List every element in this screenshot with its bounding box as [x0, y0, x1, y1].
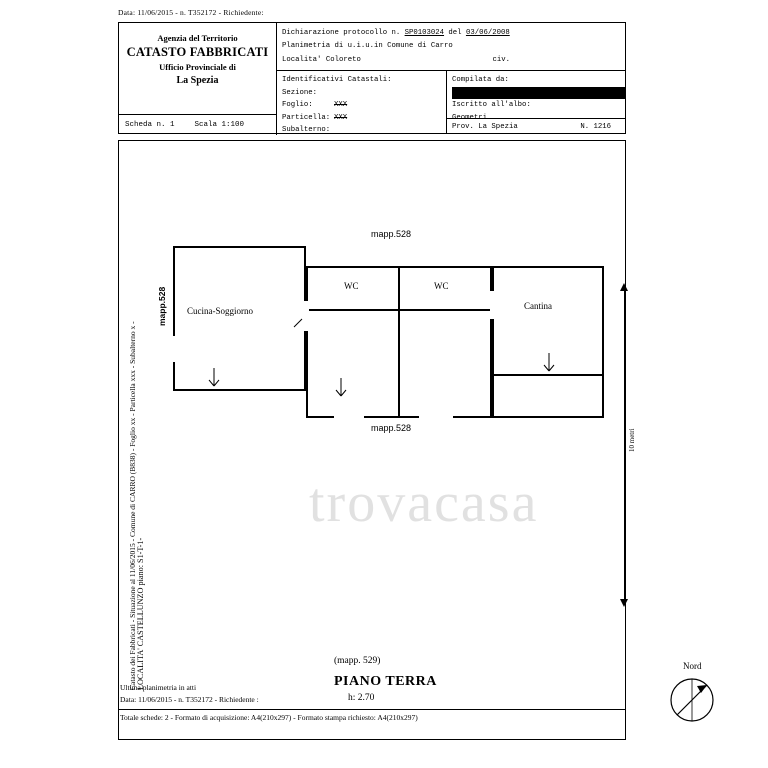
piano-terra-title: PIANO TERRA: [334, 674, 437, 689]
mapp-529-label: (mapp. 529): [334, 656, 381, 666]
height-label: h: 2.70: [348, 693, 375, 703]
footer-line-3: Totale schede: 2 - Formato di acquisizione: A4(210x297) - Formato stampa richiesto: A4(210x297): [118, 709, 626, 724]
subalterno-label: Subalterno:: [282, 126, 331, 134]
scheda-number: Scheda n. 1: [125, 121, 175, 129]
scheda-block: [119, 114, 277, 135]
room-label-wc-2: WC: [434, 281, 449, 291]
numero-albo: [580, 121, 611, 134]
room-label-wc-1: WC: [344, 281, 359, 291]
foglio-label: Foglio:: [282, 101, 313, 109]
document-top-line: Data: 11/06/2015 - n. T352172 - Richiedente:: [118, 8, 264, 17]
north-indicator: [665, 661, 719, 725]
declaration-comune: Planimetria di u.i.u.in Comune di Carro: [282, 42, 453, 50]
locality-value: Coloreto: [325, 56, 361, 64]
sezione-label: Sezione:: [282, 88, 318, 97]
identificativi-block: [277, 71, 447, 133]
foglio-value: XXX: [334, 101, 348, 109]
compilata-title: Compilata da:: [452, 76, 509, 84]
mapp-label-top: mapp.528: [371, 229, 412, 239]
agency-line-3: Ufficio Provinciale di: [159, 62, 236, 72]
declaration-block: [277, 23, 625, 71]
compilata-block: [447, 71, 625, 133]
iscritto-label: Iscritto all'albo:: [452, 101, 531, 109]
particella-value: XXX: [334, 113, 348, 122]
vertical-catasto-text: Catasto dei Fabbricati - Situazione al 11/06/2015 - Comune di CARRO (B838) - Foglio xx - Particella xxx - Subalterno x -: [128, 321, 137, 690]
agency-block: [119, 23, 277, 114]
header-box: [118, 22, 626, 134]
vertical-localita-text: LOCALITA' CASTELLUNZO piano: S1-T-1-: [136, 537, 145, 690]
agency-line-1: Agenzia del Territorio: [157, 33, 238, 43]
compass-icon: [665, 671, 719, 725]
north-label: Nord: [683, 661, 702, 671]
room-label-cantina: Cantina: [524, 301, 552, 311]
header-right: [277, 23, 625, 133]
watermark: trovacasa: [309, 472, 539, 534]
footer-line-2: Data: 11/06/2015 - n. T352172 - Richiedente :: [120, 695, 259, 704]
scala-value: Scala 1:100: [194, 121, 245, 129]
n-label: N.: [580, 123, 590, 131]
document-footer: [118, 682, 626, 724]
agency-line-4: La Spezia: [176, 75, 219, 86]
n-value: 1216: [593, 123, 611, 131]
compilata-name: NOME COGNOME: [452, 87, 625, 100]
civ-label: civ.: [492, 56, 510, 64]
agency-line-2: CATASTO FABBRICATI: [126, 45, 269, 59]
declaration-date: 03/06/2008: [465, 29, 510, 37]
declaration-prefix: Dichiarazione protocollo n.: [282, 29, 405, 37]
room-label-cucina-soggiorno: Cucina-Soggiorno: [187, 306, 253, 316]
particella-label: Particella:: [282, 113, 331, 122]
locality-label: Localita': [282, 56, 322, 64]
prov-label: Prov.: [452, 123, 474, 131]
footer-line-1: Ultima planimetria in atti: [120, 683, 197, 692]
prov-value: La Spezia: [478, 123, 518, 131]
meters-label: 10 metri: [628, 428, 636, 452]
declaration-protocol: SP0103024: [404, 29, 445, 37]
identificativi-title: Identificativi Catastali:: [282, 76, 392, 84]
prov-row: [447, 118, 625, 133]
declaration-mid: del: [444, 29, 466, 37]
mapp-label-bottom: mapp.528: [371, 423, 412, 433]
albo-value: Geometri: [452, 113, 488, 122]
mapp-label-left: mapp.528: [157, 286, 167, 326]
